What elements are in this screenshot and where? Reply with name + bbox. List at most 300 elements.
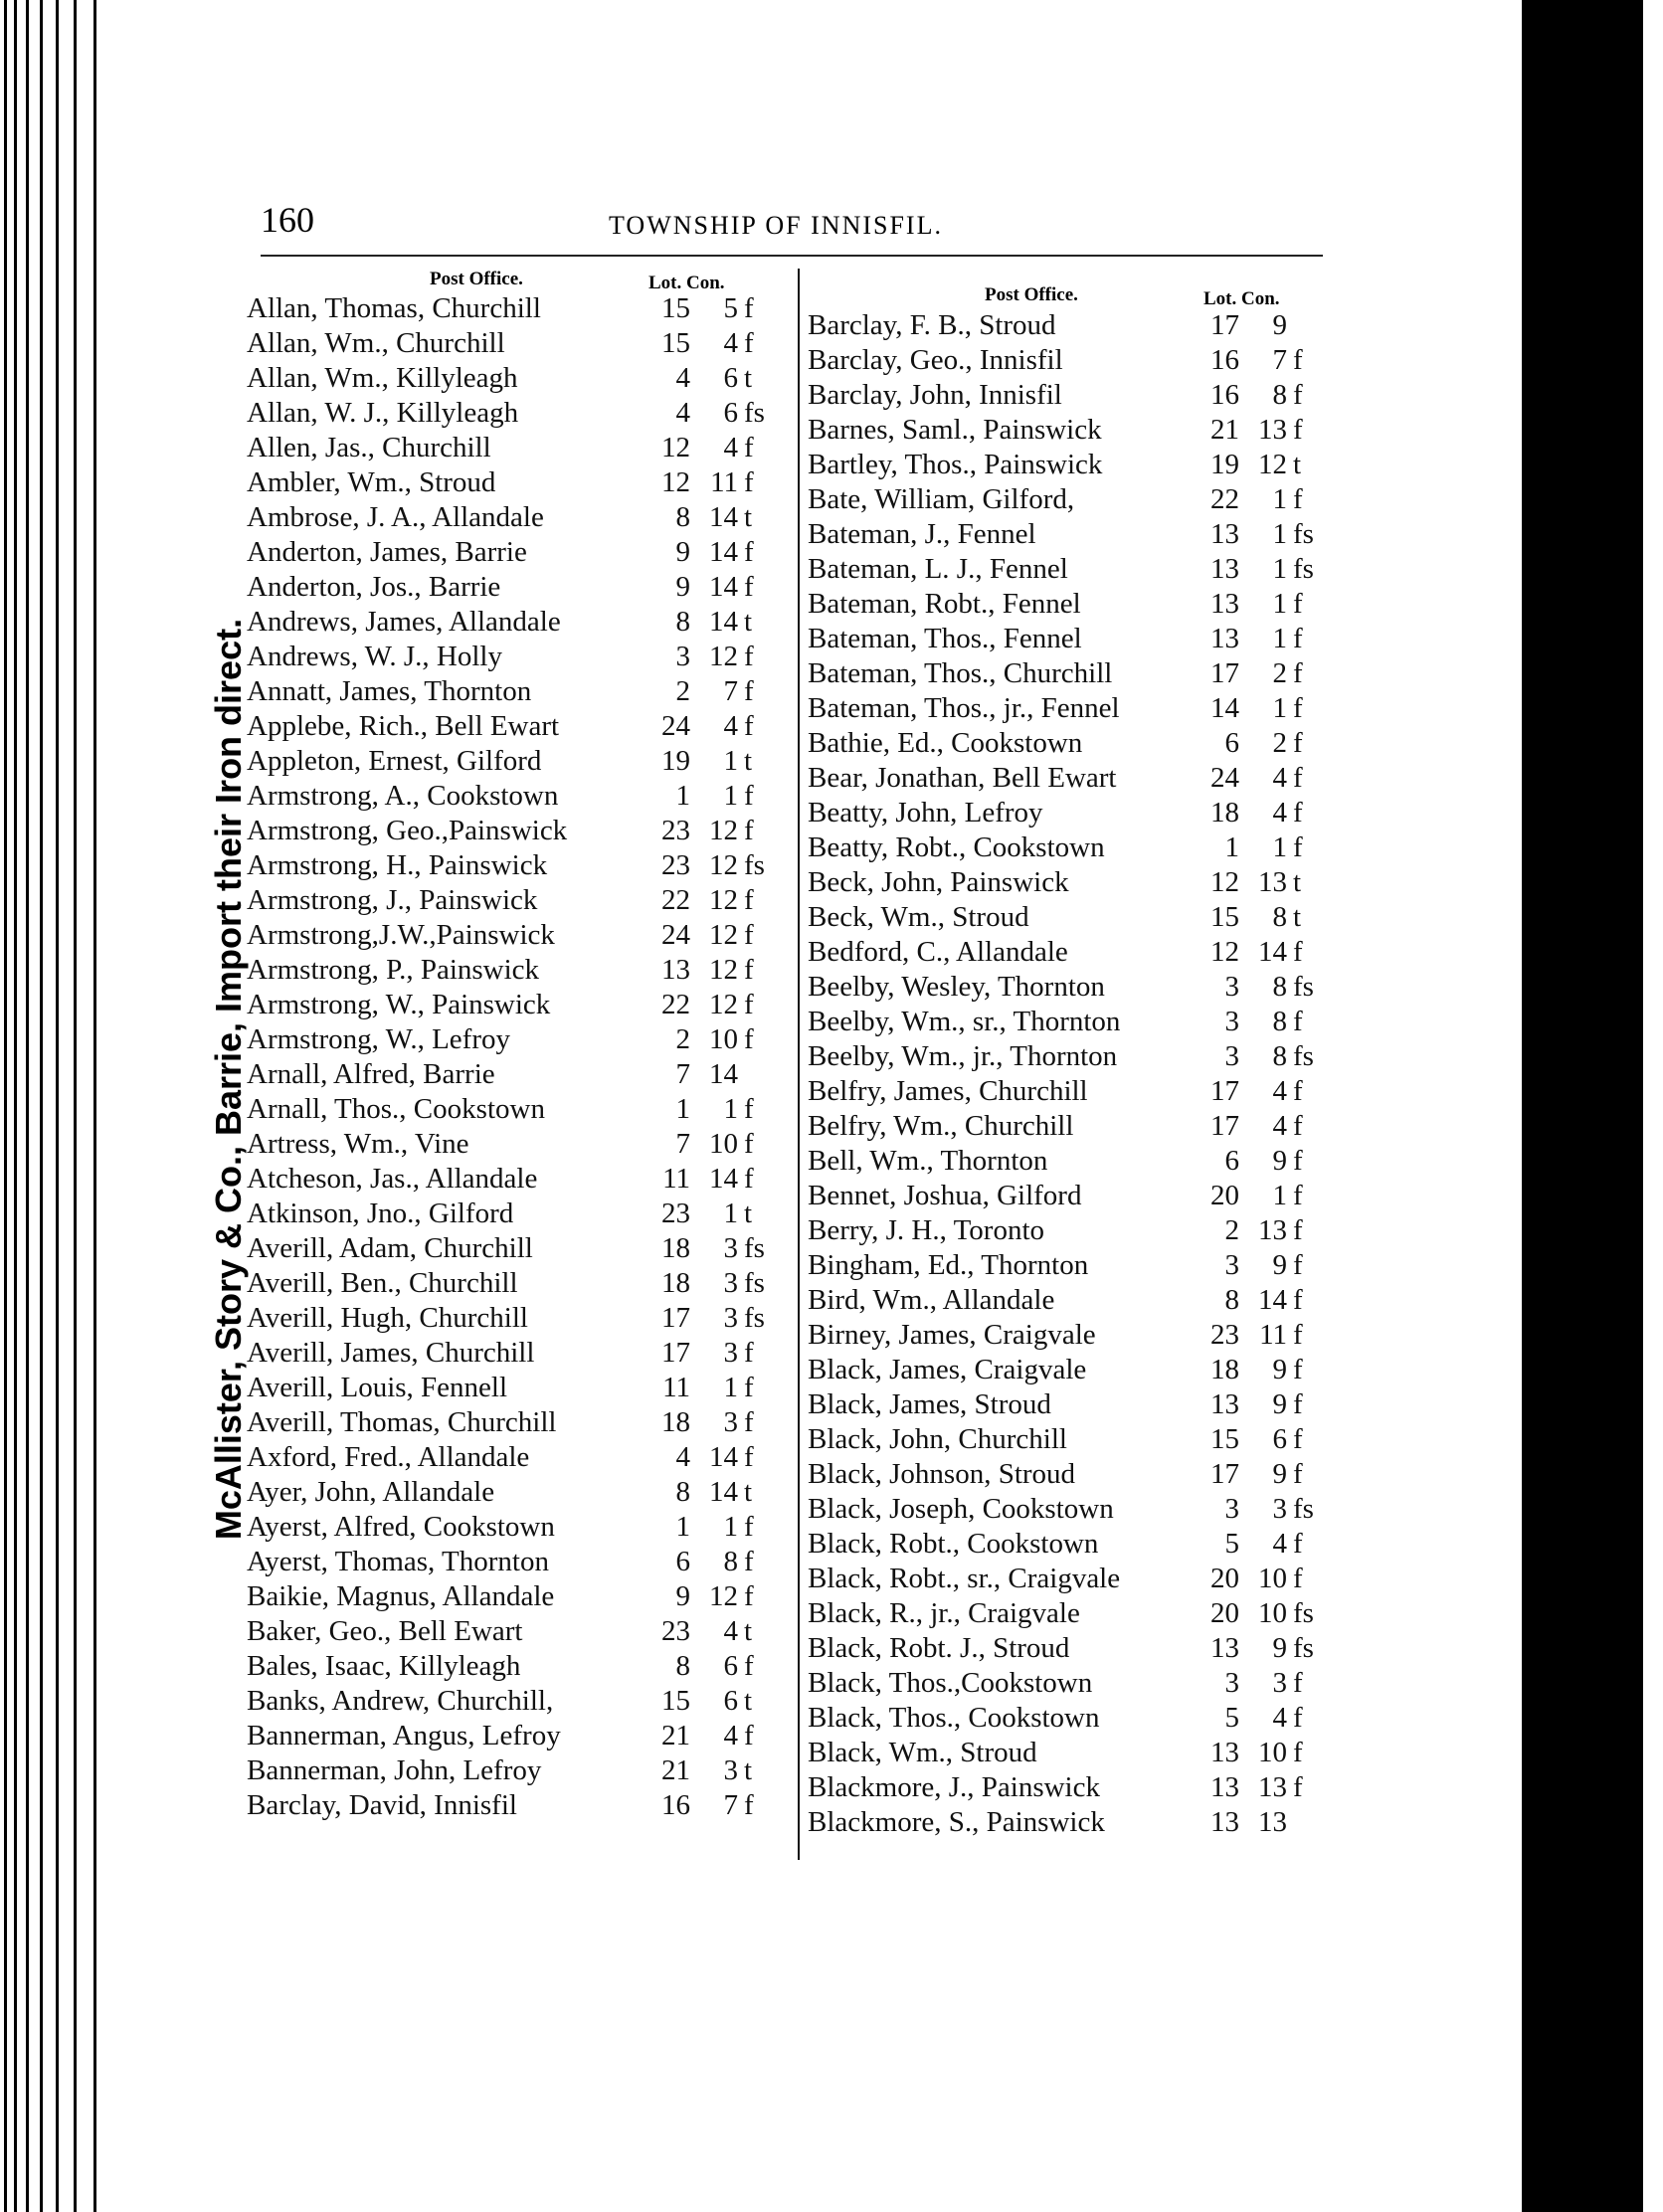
entry-lot: 14 (1210, 692, 1239, 724)
running-head: TOWNSHIP OF INNISFIL. (609, 211, 943, 240)
entry-type: f (744, 1337, 754, 1369)
entry-type: f (744, 571, 754, 603)
entry-type: f (744, 1720, 754, 1751)
entry-type: f (744, 327, 754, 359)
page-edge-line (4, 0, 7, 2212)
directory-entry (247, 1510, 784, 1545)
entry-lot: 1 (675, 780, 690, 812)
entry-lot: 1 (675, 1511, 690, 1543)
entry-name: Ayerst, Alfred, Cookstown (247, 1511, 555, 1543)
entry-lot: 17 (1210, 1110, 1239, 1142)
entry-con: 10 (709, 1023, 738, 1055)
entry-name: Berry, J. H., Toronto (808, 1214, 1045, 1246)
entry-type: f (1293, 588, 1303, 620)
entry-type: f (1293, 344, 1303, 376)
entry-con: 1 (723, 1093, 738, 1125)
entry-name: Baker, Geo., Bell Ewart (247, 1615, 523, 1647)
entry-con: 1 (1272, 1180, 1287, 1211)
entry-con: 3 (723, 1302, 738, 1334)
entry-name: Armstrong, J., Painswick (247, 884, 538, 916)
entry-type: t (744, 1476, 753, 1508)
directory-entry (247, 1266, 784, 1301)
entry-lot: 18 (661, 1406, 690, 1438)
left-page-edge (0, 0, 99, 2212)
entry-name: Belfry, James, Churchill (808, 1075, 1088, 1107)
entry-name: Allan, W. J., Killyleagh (247, 397, 519, 429)
entry-lot: 4 (675, 362, 690, 394)
entry-lot: 17 (661, 1302, 690, 1334)
entry-type: fs (1293, 1040, 1314, 1072)
entry-type: f (1293, 1284, 1303, 1316)
entry-type: f (1293, 831, 1303, 863)
entry-con: 3 (723, 1754, 738, 1786)
entry-lot: 13 (1210, 1632, 1239, 1664)
entry-type: f (744, 1023, 754, 1055)
entry-type: f (1293, 1354, 1303, 1385)
entry-lot: 3 (1224, 1006, 1239, 1037)
entry-name: Ambler, Wm., Stroud (247, 466, 496, 498)
entry-lot: 20 (1210, 1563, 1239, 1594)
entry-name: Blackmore, J., Painswick (808, 1771, 1100, 1803)
entry-con: 12 (709, 849, 738, 881)
entry-lot: 6 (675, 1546, 690, 1577)
entry-type: f (1293, 379, 1303, 411)
entry-name: Beatty, Robt., Cookstown (808, 831, 1105, 863)
entry-lot: 15 (661, 1685, 690, 1717)
entry-con: 1 (723, 1372, 738, 1403)
entry-name: Beck, Wm., Stroud (808, 901, 1029, 933)
entry-type: f (1293, 623, 1303, 654)
entry-name: Armstrong, H., Painswick (247, 849, 548, 881)
entry-con: 8 (1272, 1040, 1287, 1072)
entry-con: 4 (1272, 1528, 1287, 1560)
entry-lot: 3 (1224, 1249, 1239, 1281)
entry-con: 4 (1272, 1075, 1287, 1107)
entry-lot: 22 (1210, 483, 1239, 515)
entry-lot: 18 (1210, 1354, 1239, 1385)
entry-lot: 15 (1210, 901, 1239, 933)
entry-lot: 5 (1224, 1528, 1239, 1560)
directory-entry (247, 431, 784, 465)
entry-lot: 3 (675, 641, 690, 672)
entry-lot: 18 (661, 1267, 690, 1299)
entry-type: f (1293, 483, 1303, 515)
directory-entry (808, 796, 1333, 830)
directory-entry (247, 814, 784, 848)
entry-name: Andrews, James, Allandale (247, 606, 561, 638)
entry-type: f (744, 1650, 754, 1682)
entry-con: 9 (1272, 1145, 1287, 1177)
entry-lot: 8 (675, 1476, 690, 1508)
directory-entry (808, 1283, 1333, 1318)
directory-entry (808, 1562, 1333, 1596)
entry-lot: 18 (1210, 797, 1239, 829)
entry-name: Averill, Thomas, Churchill (247, 1406, 557, 1438)
entry-name: Barclay, David, Innisfil (247, 1789, 517, 1821)
entry-type: fs (1293, 553, 1314, 585)
entry-con: 4 (723, 327, 738, 359)
entry-name: Allan, Wm., Killyleagh (247, 362, 518, 394)
entry-name: Anderton, Jos., Barrie (247, 571, 501, 603)
directory-entry (247, 744, 784, 779)
entry-lot: 13 (1210, 518, 1239, 550)
entry-lot: 15 (1210, 1423, 1239, 1455)
directory-entry (808, 830, 1333, 865)
entry-name: Allen, Jas., Churchill (247, 432, 491, 463)
page-number: 160 (261, 200, 314, 240)
entry-con: 13 (1258, 1771, 1287, 1803)
entry-con: 11 (1259, 1319, 1287, 1351)
entry-lot: 16 (1210, 379, 1239, 411)
entry-con: 11 (710, 466, 738, 498)
header-rule (261, 255, 1323, 257)
entry-type: f (744, 1372, 754, 1403)
directory-entry (808, 691, 1333, 726)
directory-entry (808, 726, 1333, 761)
entry-name: Ayerst, Thomas, Thornton (247, 1546, 549, 1577)
entry-con: 5 (723, 292, 738, 324)
entry-type: f (744, 1580, 754, 1612)
directory-entry (808, 482, 1333, 517)
directory-entry (247, 1022, 784, 1057)
directory-entry (808, 865, 1333, 900)
entry-type: f (744, 641, 754, 672)
entry-lot: 13 (1210, 1771, 1239, 1803)
entry-con: 14 (709, 501, 738, 533)
entry-name: Barclay, John, Innisfil (808, 379, 1062, 411)
entry-lot: 7 (675, 1128, 690, 1160)
entry-type: fs (1293, 518, 1314, 550)
directory-entry (808, 1422, 1333, 1457)
entry-con: 4 (723, 1615, 738, 1647)
entry-con: 14 (709, 536, 738, 568)
entry-lot: 1 (675, 1093, 690, 1125)
directory-entry (808, 1805, 1333, 1840)
left-column (247, 291, 784, 1823)
directory-entry (247, 1127, 784, 1162)
directory-entry (808, 517, 1333, 552)
directory-entry (808, 448, 1333, 482)
entry-con: 4 (1272, 1110, 1287, 1142)
entry-con: 12 (709, 815, 738, 846)
entry-type: f (744, 1093, 754, 1125)
directory-entry (808, 343, 1333, 378)
entry-lot: 17 (1210, 1458, 1239, 1490)
entry-con: 6 (1272, 1423, 1287, 1455)
entry-name: Black, James, Craigvale (808, 1354, 1087, 1385)
entry-name: Beelby, Wesley, Thornton (808, 971, 1105, 1003)
entry-lot: 22 (661, 884, 690, 916)
directory-entry (808, 1736, 1333, 1770)
entry-type: f (1293, 762, 1303, 794)
directory-entry (247, 1614, 784, 1649)
entry-con: 14 (709, 1476, 738, 1508)
entry-name: Black, R., jr., Craigvale (808, 1597, 1080, 1629)
entry-name: Banks, Andrew, Churchill, (247, 1685, 554, 1717)
entry-con: 9 (1272, 1388, 1287, 1420)
directory-entry (247, 500, 784, 535)
directory-entry (247, 291, 784, 326)
entry-lot: 17 (661, 1337, 690, 1369)
entry-lot: 2 (1224, 1214, 1239, 1246)
directory-entry (808, 1770, 1333, 1805)
entry-type: fs (1293, 971, 1314, 1003)
entry-name: Barclay, F. B., Stroud (808, 309, 1056, 341)
entry-name: Averill, James, Churchill (247, 1337, 535, 1369)
entry-con: 13 (1258, 1806, 1287, 1838)
entry-con: 1 (723, 1198, 738, 1229)
directory-entry (247, 396, 784, 431)
entry-con: 10 (1258, 1597, 1287, 1629)
directory-entry (247, 640, 784, 674)
entry-name: Black, Thos., Cookstown (808, 1702, 1100, 1734)
directory-entry (247, 1092, 784, 1127)
entry-lot: 21 (661, 1754, 690, 1786)
entry-lot: 24 (661, 710, 690, 742)
directory-entry (247, 883, 784, 918)
entry-type: f (744, 919, 754, 951)
entry-lot: 17 (1210, 1075, 1239, 1107)
directory-entry (247, 361, 784, 396)
entry-con: 4 (1272, 797, 1287, 829)
entry-lot: 13 (1210, 1806, 1239, 1838)
entry-con: 3 (723, 1232, 738, 1264)
entry-con: 12 (709, 989, 738, 1020)
entry-lot: 16 (661, 1789, 690, 1821)
entry-type: t (744, 606, 753, 638)
entry-type: f (1293, 657, 1303, 689)
entry-name: Annatt, James, Thornton (247, 675, 532, 707)
directory-entry (247, 1162, 784, 1197)
entry-type: f (744, 1128, 754, 1160)
directory-entry (808, 552, 1333, 587)
directory-entry (247, 1301, 784, 1336)
entry-con: 3 (723, 1406, 738, 1438)
entry-name: Atkinson, Jno., Gilford (247, 1198, 514, 1229)
entry-type: f (1293, 1319, 1303, 1351)
entry-type: f (1293, 1214, 1303, 1246)
entry-con: 1 (1272, 692, 1287, 724)
entry-con: 12 (709, 884, 738, 916)
entry-lot: 12 (1210, 866, 1239, 898)
directory-entry (808, 1387, 1333, 1422)
entry-lot: 9 (675, 1580, 690, 1612)
entry-type: f (1293, 1249, 1303, 1281)
entry-con: 1 (1272, 623, 1287, 654)
entry-lot: 24 (661, 919, 690, 951)
entry-lot: 3 (1224, 1040, 1239, 1072)
entry-lot: 23 (661, 815, 690, 846)
directory-entry (247, 535, 784, 570)
page-edge-line (14, 0, 17, 2212)
entry-name: Arnall, Thos., Cookstown (247, 1093, 545, 1125)
entry-name: Barclay, Geo., Innisfil (808, 344, 1063, 376)
entry-type: f (1293, 936, 1303, 968)
entry-type: f (1293, 1110, 1303, 1142)
entry-lot: 23 (661, 849, 690, 881)
entry-type: t (744, 1754, 753, 1786)
entry-lot: 13 (1210, 553, 1239, 585)
side-advertisement: McAllister, Story & Co., Barrie, Import their Iron direct. (208, 618, 249, 1541)
entry-con: 10 (1258, 1563, 1287, 1594)
directory-entry (808, 656, 1333, 691)
entry-name: Black, James, Stroud (808, 1388, 1051, 1420)
entry-lot: 6 (1224, 1145, 1239, 1177)
entry-name: Bateman, L. J., Fennel (808, 553, 1068, 585)
directory-entry (247, 1545, 784, 1579)
directory-entry (247, 1057, 784, 1092)
entry-type: fs (1293, 1597, 1314, 1629)
entry-type: f (1293, 1667, 1303, 1699)
entry-con: 4 (723, 432, 738, 463)
directory-entry (247, 1336, 784, 1371)
directory-entry (808, 1631, 1333, 1666)
entry-lot: 2 (675, 675, 690, 707)
entry-name: Black, Wm., Stroud (808, 1737, 1037, 1768)
entry-con: 9 (1272, 1249, 1287, 1281)
entry-con: 1 (1272, 831, 1287, 863)
entry-con: 6 (723, 1685, 738, 1717)
entry-name: Applebe, Rich., Bell Ewart (247, 710, 560, 742)
entry-type: fs (744, 397, 765, 429)
entry-name: Atcheson, Jas., Allandale (247, 1163, 538, 1195)
entry-name: Bear, Jonathan, Bell Ewart (808, 762, 1117, 794)
page-edge-line (56, 0, 59, 2212)
page-edge-line (93, 0, 96, 2212)
entry-con: 9 (1272, 309, 1287, 341)
page-edge-line (40, 0, 43, 2212)
entry-type: f (1293, 797, 1303, 829)
entry-type: fs (1293, 1493, 1314, 1525)
entry-type: f (744, 1546, 754, 1577)
entry-name: Birney, James, Craigvale (808, 1319, 1096, 1351)
entry-con: 12 (709, 919, 738, 951)
entry-lot: 3 (1224, 1493, 1239, 1525)
entry-name: Armstrong, P., Painswick (247, 954, 540, 986)
entry-con: 10 (709, 1128, 738, 1160)
entry-name: Bennet, Joshua, Gilford (808, 1180, 1082, 1211)
entry-type: f (1293, 1702, 1303, 1734)
entry-lot: 23 (661, 1198, 690, 1229)
entry-lot: 8 (675, 501, 690, 533)
directory-entry (247, 1475, 784, 1510)
entry-name: Artress, Wm., Vine (247, 1128, 469, 1160)
entry-type: t (744, 1198, 753, 1229)
entry-type: f (1293, 692, 1303, 724)
entry-name: Averill, Hugh, Churchill (247, 1302, 528, 1334)
entry-name: Beatty, John, Lefroy (808, 797, 1043, 829)
entry-name: Beelby, Wm., jr., Thornton (808, 1040, 1118, 1072)
entry-type: f (744, 432, 754, 463)
entry-lot: 2 (675, 1023, 690, 1055)
directory-entry (247, 779, 784, 814)
entry-name: Black, Johnson, Stroud (808, 1458, 1076, 1490)
entry-name: Bateman, Thos., Fennel (808, 623, 1082, 654)
entry-con: 1 (723, 745, 738, 777)
directory-entry (247, 570, 784, 605)
entry-name: Arnall, Alfred, Barrie (247, 1058, 495, 1090)
right-lot-con-header: Lot. Con. (1203, 288, 1280, 309)
entry-name: Armstrong, Geo.,Painswick (247, 815, 568, 846)
entry-type: f (744, 1789, 754, 1821)
directory-entry (808, 900, 1333, 935)
adjacent-page-strip (1643, 0, 1663, 2212)
entry-con: 14 (709, 1441, 738, 1473)
entry-type: t (1293, 866, 1302, 898)
entry-type: f (1293, 1563, 1303, 1594)
entry-con: 12 (709, 954, 738, 986)
directory-entry (247, 465, 784, 500)
entry-con: 1 (1272, 483, 1287, 515)
directory-entry (247, 1440, 784, 1475)
entry-name: Bartley, Thos., Painswick (808, 449, 1103, 480)
entry-type (1287, 308, 1333, 343)
entry-type: f (744, 815, 754, 846)
entry-name: Ayer, John, Allandale (247, 1476, 495, 1508)
entry-name: Bedford, C., Allandale (808, 936, 1068, 968)
entry-con: 1 (1272, 588, 1287, 620)
entry-type (1287, 1805, 1333, 1840)
entry-name: Bird, Wm., Allandale (808, 1284, 1055, 1316)
directory-entry (808, 308, 1333, 343)
entry-con: 1 (1272, 553, 1287, 585)
directory-entry (247, 1197, 784, 1231)
entry-lot: 20 (1210, 1180, 1239, 1211)
entry-con: 4 (723, 1720, 738, 1751)
directory-entry (247, 988, 784, 1022)
directory-entry (808, 935, 1333, 970)
entry-con: 7 (723, 1789, 738, 1821)
entry-con: 12 (709, 1580, 738, 1612)
entry-lot: 23 (1210, 1319, 1239, 1351)
entry-name: Armstrong, W., Lefroy (247, 1023, 510, 1055)
directory-entry (247, 1719, 784, 1753)
entry-lot: 17 (1210, 657, 1239, 689)
entry-name: Beelby, Wm., sr., Thornton (808, 1006, 1121, 1037)
entry-name: Bateman, Thos., jr., Fennel (808, 692, 1120, 724)
directory-entry (247, 1649, 784, 1684)
entry-lot: 13 (661, 954, 690, 986)
entry-type: t (744, 362, 753, 394)
entry-name: Axford, Fred., Allandale (247, 1441, 530, 1473)
entry-lot: 5 (1224, 1702, 1239, 1734)
directory-entry (808, 1144, 1333, 1179)
directory-entry (808, 1005, 1333, 1039)
entry-type: f (1293, 1458, 1303, 1490)
entry-type: t (1293, 449, 1302, 480)
entry-lot: 15 (661, 292, 690, 324)
entry-type: f (1293, 1006, 1303, 1037)
entry-type: f (744, 884, 754, 916)
entry-name: Black, John, Churchill (808, 1423, 1067, 1455)
entry-type: f (1293, 414, 1303, 446)
entry-con: 1 (723, 780, 738, 812)
entry-name: Black, Robt., sr., Craigvale (808, 1563, 1121, 1594)
directory-entry (808, 1457, 1333, 1492)
entry-type: f (744, 466, 754, 498)
entry-con: 3 (723, 1267, 738, 1299)
directory-entry (808, 1666, 1333, 1701)
entry-lot: 12 (1210, 936, 1239, 968)
entry-type: f (744, 710, 754, 742)
left-post-office-header: Post Office. (430, 269, 523, 289)
entry-name: Ambrose, J. A., Allandale (247, 501, 544, 533)
directory-entry (247, 953, 784, 988)
entry-name: Bateman, Robt., Fennel (808, 588, 1081, 620)
entry-name: Bathie, Ed., Cookstown (808, 727, 1083, 759)
entry-type: f (744, 1406, 754, 1438)
directory-entry (808, 1179, 1333, 1213)
